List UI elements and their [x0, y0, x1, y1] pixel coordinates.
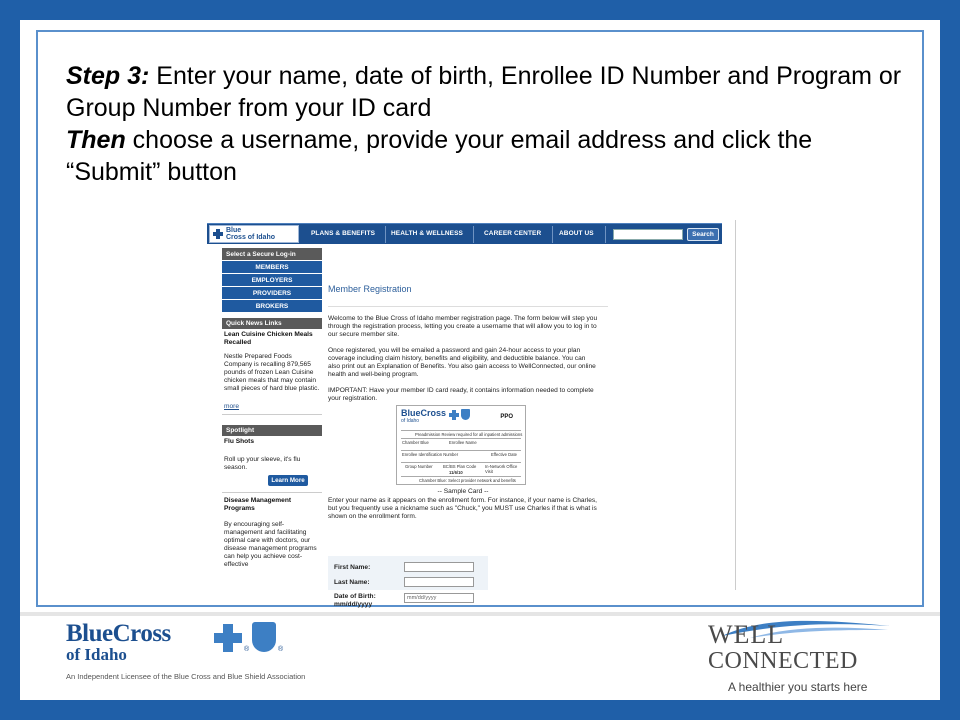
card-row3b: Effective Date: [491, 452, 517, 457]
card-row4d: 11/6/10: [449, 470, 463, 475]
card-row2a: Chamber Blue: [402, 440, 429, 445]
last-name-field[interactable]: [404, 577, 474, 587]
logo-line1: Blue: [226, 227, 242, 234]
news-more-link[interactable]: more: [224, 403, 240, 410]
first-name-field[interactable]: [404, 562, 474, 572]
news-body: Nestle Prepared Foods Company is recalling 879,565 pounds of frozen Lean Cuisine chicken meals that may contain small pieces of hard blue plastic.: [224, 353, 320, 392]
headline-step-text: Enter your name, date of birth, Enrollee ID Number and Program or Group Number from your ID card: [66, 62, 902, 122]
nav-divider: [605, 226, 606, 243]
card-row2b: Enrollee Name: [449, 440, 477, 445]
registered-icon: ®: [244, 646, 250, 653]
intro-paragraph: Welcome to the Blue Cross of Idaho member registration page. The form below will step you through the registration process, letting you create a username that will allow you to log in to our secure member site.: [328, 315, 598, 338]
headline-step-label: Step 3:: [66, 62, 150, 90]
sidebar-divider: [222, 492, 322, 493]
dob-label: Date of Birth: mm/dd/yyyy: [334, 593, 376, 608]
card-row3a: Enrollee Identification Number: [402, 452, 459, 457]
card-caption: -- Sample Card --: [437, 488, 489, 495]
login-heading: Select a Secure Log-in: [222, 248, 322, 260]
important-paragraph: IMPORTANT: Have your member ID card ready, it contains information needed to complete your registration.: [328, 387, 594, 402]
nav-plans-benefits[interactable]: PLANS & BENEFITS: [311, 230, 376, 237]
card-ppo: PPO: [500, 414, 513, 420]
cross-icon: [449, 410, 459, 420]
site-navbar: [207, 223, 722, 244]
wc-wordmark-1: WELL: [708, 620, 785, 649]
login-employers[interactable]: EMPLOYERS: [222, 273, 322, 286]
login-providers[interactable]: PROVIDERS: [222, 286, 322, 299]
blue-cross-logo: [66, 612, 306, 681]
nav-about-us[interactable]: ABOUT US: [559, 230, 594, 237]
card-brand-sub: of Idaho: [401, 418, 420, 424]
logo-line2: Cross of Idaho: [226, 234, 276, 241]
bc-wordmark: BlueCross: [66, 620, 171, 647]
shield-icon: [461, 409, 470, 420]
site-logo[interactable]: [209, 225, 299, 243]
card-row4b: BC/BS Plan Code: [443, 464, 477, 469]
name-instructions: Enter your name as it appears on the enrollment form. For instance, if your name is Charles, but you frequently use a nickname such as "Chuck," you MUST use Charles if that is what is shown on the enrollment form.: [328, 497, 598, 520]
website-screenshot: [200, 220, 736, 608]
card-row5: Chamber Blue: Select provider network and benefits: [419, 478, 516, 483]
spotlight-body: Roll up your sleeve, it's flu season.: [224, 456, 301, 471]
nav-career-center[interactable]: CAREER CENTER: [484, 230, 542, 237]
nav-divider: [473, 226, 474, 243]
search-input[interactable]: [613, 229, 683, 240]
wc-tagline: A healthier you starts here: [728, 680, 868, 694]
registration-main: [328, 248, 608, 608]
nav-divider: [552, 226, 553, 243]
card-row1: Preadmission Review required for all inpatient admissions: [415, 432, 523, 437]
learn-more-button[interactable]: Learn More: [268, 475, 308, 486]
benefits-paragraph: Once registered, you will be emailed a password and gain 24-hour access to your plan coverage including claim history, benefits and eligibility, and deductible balance. You can also print out an Explanation of Benefits. You also gain access to WellConnected, our online health and well-being program.: [328, 347, 596, 378]
card-row4c: In-Network Office Visit: [485, 464, 518, 474]
spotlight-title: Flu Shots: [224, 438, 255, 445]
slide: [20, 20, 940, 700]
site-sidebar: [222, 248, 322, 590]
login-members[interactable]: MEMBERS: [222, 260, 322, 273]
news-title[interactable]: Lean Cuisine Chicken Meals Recalled: [224, 331, 313, 346]
instruction-headline: [66, 60, 906, 188]
cross-icon: [213, 229, 223, 239]
card-brand: BlueCross: [401, 408, 447, 418]
login-brokers[interactable]: BROKERS: [222, 299, 322, 312]
sidebar-divider: [222, 414, 322, 415]
nav-health-wellness[interactable]: HEALTH & WELLNESS: [391, 230, 463, 237]
sample-id-card: [396, 405, 526, 485]
headline-then-label: Then: [66, 126, 126, 154]
bc-tagline: An Independent Licensee of the Blue Cross and Blue Shield Association: [66, 672, 306, 681]
wc-wordmark-2: CONNECTED: [708, 648, 858, 674]
dob-field[interactable]: mm/dd/yyyy: [404, 593, 474, 603]
disease-title[interactable]: Disease Management Programs: [224, 497, 292, 512]
shield-icon: [252, 622, 276, 652]
disease-body: By encouraging self-management and facilitating optimal care with doctors, our disease management programs can help you achieve cost-effective: [224, 521, 317, 568]
search-button[interactable]: Search: [687, 228, 719, 241]
card-row4a: Group Number: [405, 464, 433, 469]
bc-wordmark-sub: of Idaho: [66, 645, 127, 664]
first-name-label: First Name:: [334, 564, 371, 571]
page-title: Member Registration: [328, 284, 608, 307]
nav-divider: [385, 226, 386, 243]
headline-then-text: choose a username, provide your email address and click the “Submit” button: [66, 126, 813, 186]
last-name-label: Last Name:: [334, 579, 370, 586]
cross-icon: [214, 624, 242, 652]
news-heading: Quick News Links: [222, 318, 322, 329]
well-connected-logo: [702, 612, 902, 694]
registered-icon: ®: [278, 646, 284, 653]
spotlight-heading: Spotlight: [222, 425, 322, 436]
